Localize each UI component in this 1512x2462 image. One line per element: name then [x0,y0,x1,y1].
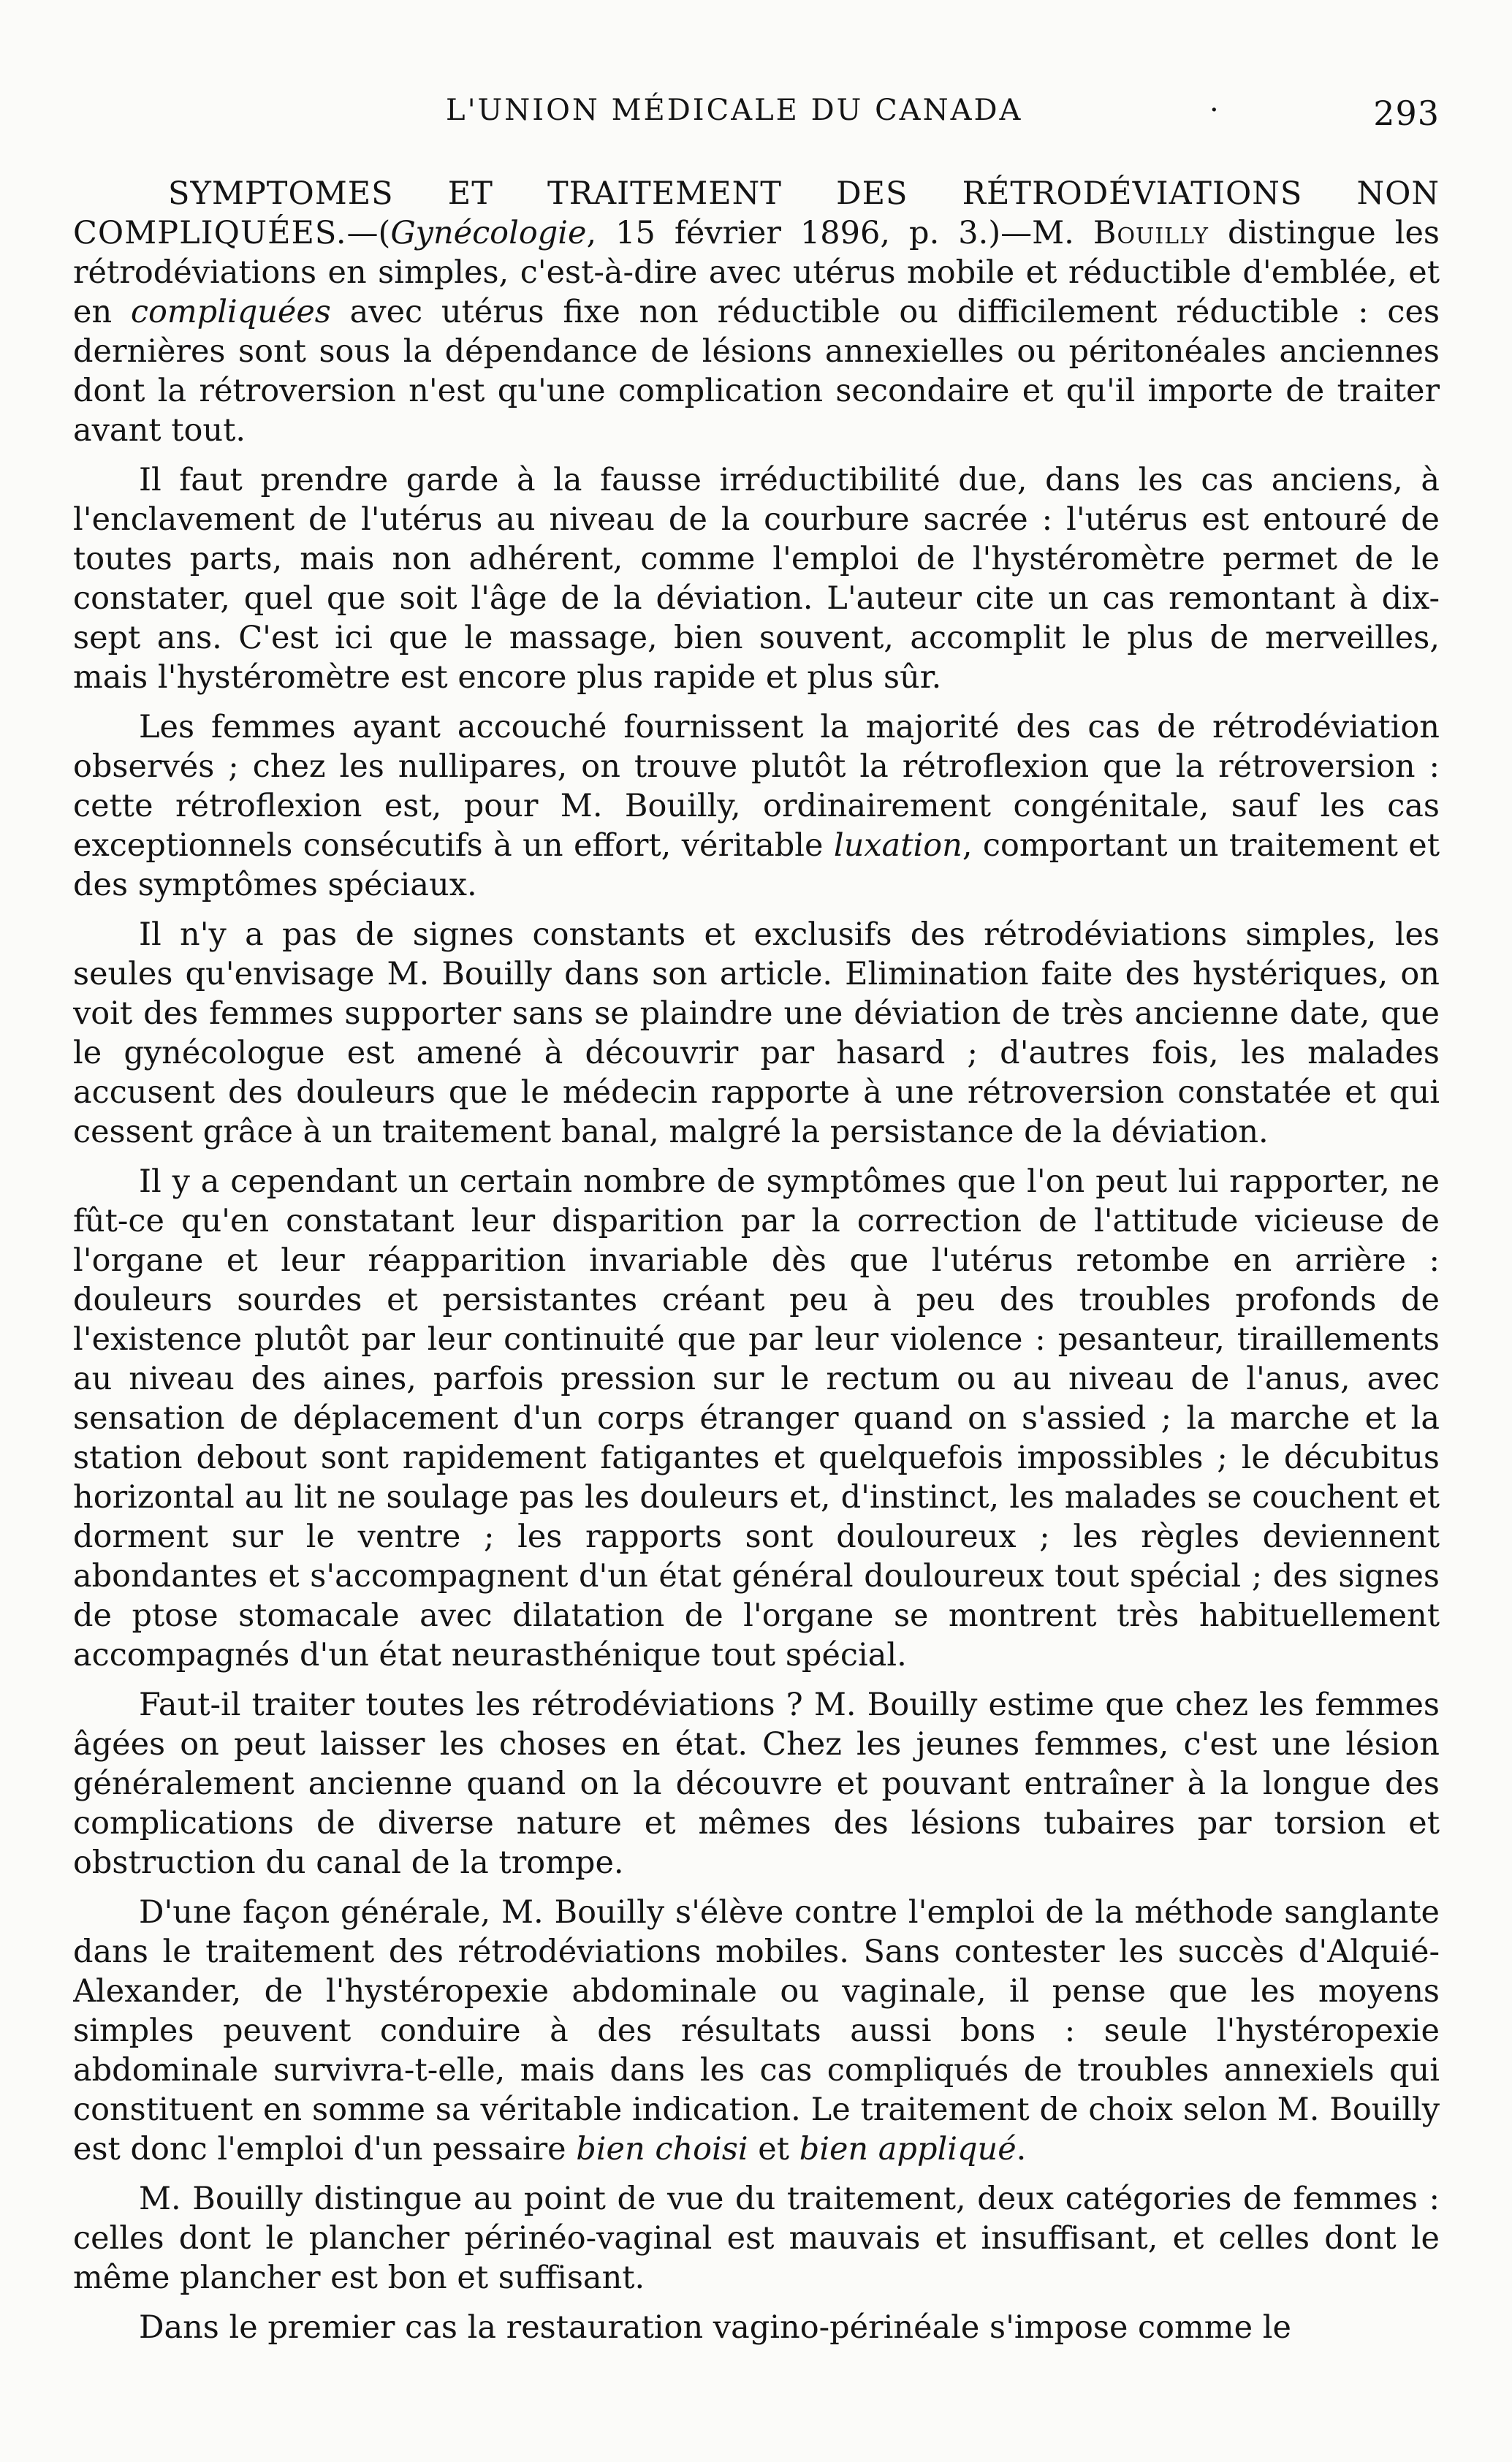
paragraph-5: Il y a cependant un certain nombre de symptômes que l'on peut lui rapporter, ne fût-ce qu'en constatant leur disparition par la correction de l'attitude vicieuse de l'organe et leur réapparition invariable dès que l'utérus retombe en arrière : douleurs sourdes et persistantes créant peu à peu des troubles profonds de l'existence plutôt par leur continuité que par leur violence : pesanteur, tiraillements au niveau des aines, parfois pression sur le rectum ou au niveau de l'anus, avec sensation de déplacement d'un corps étranger quand on s'assied ; la marche et la station debout sont rapidement fatigantes et quelquefois impossibles ; le décubitus horizontal au lit ne soulage pas les douleurs et, d'instinct, les malades se couchent et dorment sur le ventre ; les rapports sont douloureux ; les règles deviennent abondantes et s'accompagnent d'un état général douloureux tout spécial ; des signes de ptose stomacale avec dilatation de l'organe se montrent très habituellement accompagnés d'un état neurasthénique tout spécial. [73,1163,1440,1673]
paragraph-8: M. Bouilly distingue au point de vue du traitement, deux catégories de femmes : celles dont le plancher périnéo-vaginal est mauvais et insuffisant, et celles dont le même plancher est bon et suffisant. [73,2181,1440,2296]
paragraph-3-text-a: Les femmes ayant accouché fournissent la majorité des cas de rétrodéviation observés ; chez les nullipares, on trouve plutôt la rétroflexion que la rétroversion : cette rétroflexion est, pour M. Bouilly, ordinairement congénitale, sauf les cas exceptionnels consécutifs à un effort, véritable [73,709,1440,864]
paragraph-3 [73,707,1440,905]
paragraph-4: Il n'y a pas de signes constants et exclusifs des rétrodéviations simples, les seules qu'envisage M. Bouilly dans son article. Elimination faite des hystériques, on voit des femmes supporter sans se plaindre une déviation de très ancienne date, que le gynécologue est amené à découvrir par hasard ; d'autres fois, les malades accusent des douleurs que le médecin rapporte à une rétroversion constatée et qui cessent grâce à un traitement banal, malgré la persistance de la déviation. [73,916,1440,1150]
paragraph-6: Faut-il traiter toutes les rétrodéviations ? M. Bouilly estime que chez les femmes âgées on peut laisser les choses en état. Chez les jeunes femmes, c'est une lésion généralement ancienne quand on la découvre et pouvant entraîner à la longue des complications de diverse nature et mêmes des lésions tubaires par torsion et obstruction du canal de la trompe. [73,1687,1440,1881]
paragraph-7-text-end: . [1016,2131,1027,2167]
citation-rest: , 15 février 1896, p. 3.)—M. [586,215,1093,251]
emphasis-bien-choisi: bien choisi [576,2131,748,2167]
paragraph-2: Il faut prendre garde à la fausse irréductibilité due, dans les cas anciens, à l'enclavement de l'utérus au niveau de la courbure sacrée : l'utérus est entouré de toutes parts, mais non adhérent, comme l'emploi de l'hystéromètre permet de le constater, quel que soit l'âge de la déviation. L'auteur cite un cas remontant à dix-sept ans. C'est ici que le massage, bien souvent, accomplit le plus de merveilles, mais l'hystéromètre est encore plus rapide et plus sûr. [73,462,1440,696]
header-separator: · [1209,94,1221,127]
page-number: 293 [1373,94,1440,133]
paragraph-7-text-a: D'une façon générale, M. Bouilly s'élève contre l'emploi de la méthode sanglante dans le traitement des rétrodéviations mobiles. Sans contester les succès d'Alquié-Alexander, de l'hystéropexie abdominale ou vaginale, il pense que les moyens simples peuvent conduire à des résultats aussi bons : seule l'hystéropexie abdominale survivra-t-elle, mais dans les cas compliqués de troubles annexiels qui constituent en somme sa véritable indication. Le traitement de choix selon M. Bouilly est donc l'emploi d'un pessaire [73,1894,1440,2167]
citation-lead: —( [346,215,391,251]
article-body [73,174,1440,2425]
paragraph-7 [73,1893,1440,2169]
paragraph-1-text-a: distingue les rétrodéviations en simples, c'est-à-dire avec utérus mobile et réductible d'emblée, et en [73,215,1440,330]
paragraph-9: Dans le premier cas la restauration vagino-périnéale s'impose comme le [139,2309,1291,2346]
paragraph-7-text-mid: et [748,2131,799,2167]
source-journal: Gynécologie [390,215,587,251]
author-name: Bouilly [1093,215,1209,251]
article-heading: SYMPTOMES ET TRAITEMENT DES RÉTRODÉVIATIONS NON COMPLIQUÉES. [73,175,1440,251]
emphasis-compliquees: compliquées [130,294,331,330]
paragraph-1-text-b: avec utérus fixe non réductible ou difficilement réductible : ces dernières sont sous la dépendance de lésions annexielles ou péritonéales anciennes dont la rétroversion n'est qu'une complication secondaire et qu'il importe de traiter avant tout. [73,294,1440,449]
emphasis-luxation: luxation [833,827,962,864]
paragraph-3-text-b: , comportant un traitement et des symptômes spéciaux. [73,827,1440,903]
journal-title: L'UNION MÉDICALE DU CANADA [446,94,1023,127]
running-header [446,94,1440,137]
emphasis-bien-applique: bien appliqué [799,2131,1017,2167]
paragraph-1 [73,174,1440,450]
